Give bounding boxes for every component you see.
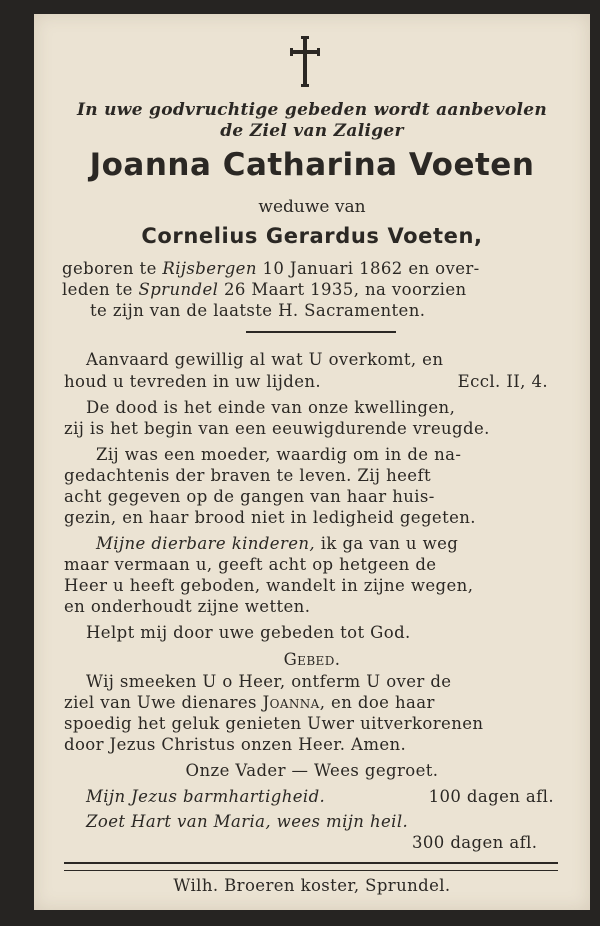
indulgence-days: 100 dagen afl. xyxy=(428,787,554,806)
printer-credit: Wilh. Broeren koster, Sprundel. xyxy=(173,876,451,895)
scripture-reference: Eccl. II, 4. xyxy=(457,372,548,391)
indulgence-text: Mijn Jezus barmhartigheid. xyxy=(86,787,326,806)
bio-line xyxy=(90,301,425,320)
prayer-line xyxy=(64,693,435,712)
text-line: acht gegeven op de gangen van haar huis- xyxy=(64,487,435,506)
bio-text: leden te xyxy=(62,280,139,299)
bio-text: 10 Januari 1862 en over- xyxy=(256,259,480,278)
text-line: zij is het begin van een eeuwigdurende vreugde. xyxy=(64,419,490,438)
text-line: Aanvaard gewillig al wat U overkomt, en xyxy=(86,350,444,369)
text-line-content: ik ga van u weg xyxy=(315,534,459,553)
text-line: gezin, en haar brood niet in ledigheid gegeten. xyxy=(64,508,476,527)
relation-text: weduwe van xyxy=(258,197,366,217)
cross-icon xyxy=(290,36,320,88)
indulgence-row xyxy=(86,787,554,806)
text-line: De dood is het einde van onze kwellingen, xyxy=(86,398,456,417)
bio-line xyxy=(62,259,480,278)
address-italic: Mijne dierbare kinderen, xyxy=(96,534,316,553)
prayer-line: door Jezus Christus onzen Heer. Amen. xyxy=(64,735,407,754)
text-line xyxy=(64,372,548,391)
prayer-line-content: ziel van Uwe dienares xyxy=(64,693,263,712)
prayers-listed: Onze Vader — Wees gegroet. xyxy=(185,761,439,780)
text-line: Heer u heeft geboden, wandelt in zijne wegen, xyxy=(64,576,474,595)
bio-text: 26 Maart 1935, na voorzien xyxy=(218,280,467,299)
prayer-line: Wij smeeken U o Heer, ontferm U over de xyxy=(86,672,452,691)
prayer-heading: Gebed. xyxy=(283,650,341,669)
text-line: maar vermaan u, geeft acht op hetgeen de xyxy=(64,555,437,574)
prayer-line: spoedig het geluk genieten Uwer uitverkorenen xyxy=(64,714,484,733)
text-line xyxy=(96,534,458,553)
text-line-content: houd u tevreden in uw lijden. xyxy=(64,372,322,391)
bio-text: te zijn van de laatste H. Sacramenten. xyxy=(90,301,426,320)
intro-line-2: de Ziel van Zaliger xyxy=(220,121,404,141)
bio-place: Sprundel xyxy=(138,280,219,299)
bio-text: geboren te xyxy=(62,259,163,278)
text-line: Helpt mij door uwe gebeden tot God. xyxy=(86,623,411,642)
spouse-name: Cornelius Gerardus Voeten, xyxy=(141,224,483,248)
prayer-name: Joanna xyxy=(262,693,320,712)
indulgence-text: Zoet Hart van Maria, wees mijn heil. xyxy=(86,812,409,831)
divider xyxy=(246,331,396,333)
bio-line xyxy=(62,280,467,299)
text-line: en onderhoudt zijne wetten. xyxy=(64,597,311,616)
memorial-card xyxy=(34,14,590,910)
bio-place: Rijsbergen xyxy=(162,259,257,278)
footer-divider xyxy=(64,862,558,871)
intro-line-1: In uwe godvruchtige gebeden wordt aanbevolen xyxy=(76,100,548,120)
prayer-line-content: , en doe haar xyxy=(319,693,435,712)
deceased-name: Joanna Catharina Voeten xyxy=(89,147,535,183)
indulgence-days: 300 dagen afl. xyxy=(412,833,538,852)
text-line: Zij was een moeder, waardig om in de na- xyxy=(96,445,462,464)
text-line: gedachtenis der braven te leven. Zij heeft xyxy=(64,466,431,485)
